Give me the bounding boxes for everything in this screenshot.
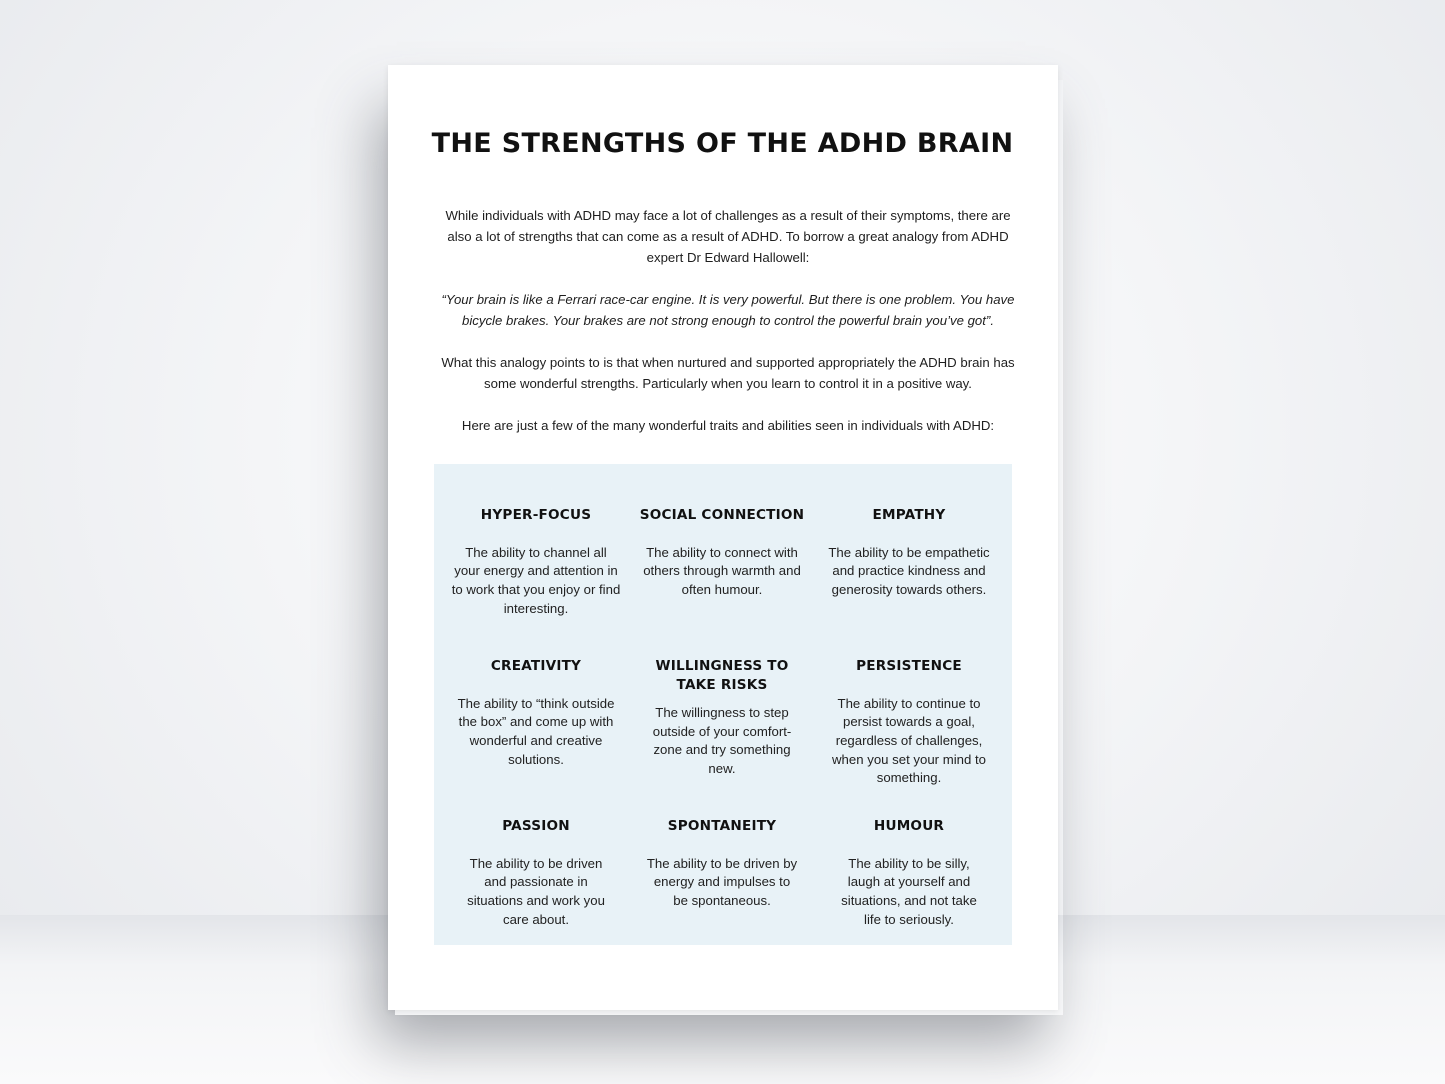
trait-description: The ability to “think outside the box” and come up with wonderful and creative solutions. <box>457 695 615 767</box>
trait-spontaneity <box>637 817 807 911</box>
trait-description: The ability to be silly, laugh at yourself and situations, and not take life to seriously. <box>841 855 977 927</box>
trait-willingness-to-take-risks <box>637 657 807 779</box>
trait-humour <box>824 817 994 929</box>
trait-title: SOCIAL CONNECTION <box>639 507 805 523</box>
trait-description: The willingness to step outside of your comfort-zone and try something new. <box>652 705 792 777</box>
trait-title: SPONTANEITY <box>667 818 777 834</box>
trait-description: The ability to be driven and passionate in situations and work you care about. <box>467 855 605 927</box>
trait-title: HUMOUR <box>873 818 945 834</box>
trait-title: EMPATHY <box>872 507 946 523</box>
trait-title: PERSISTENCE <box>856 658 962 674</box>
trait-persistence <box>824 657 994 788</box>
trait-title: CREATIVITY <box>490 658 582 674</box>
trait-description: The ability to be empathetic and practice kindness and generosity towards others. <box>828 544 990 597</box>
trait-description: The ability to channel all your energy and attention in to work that you enjoy or find interesting. <box>451 544 621 616</box>
intro-paragraph: While individuals with ADHD may face a lot of challenges as a result of their symptoms, there are also a lot of strengths that can come as a result of ADHD. To borrow a great analogy from ADHD expert Dr Edward Hallowell: <box>445 208 1011 265</box>
page-title: THE STRENGTHS OF THE ADHD BRAIN <box>431 128 1014 159</box>
lead-in-paragraph: Here are just a few of the many wonderful traits and abilities seen in individuals with ADHD: <box>461 418 995 433</box>
trait-hyper-focus <box>451 506 621 618</box>
trait-social-connection <box>637 506 807 600</box>
trait-empathy <box>824 506 994 600</box>
quote-paragraph: “Your brain is like a Ferrari race-car engine. It is very powerful. But there is one problem. You have bicycle brakes. Your brakes are not strong enough to control the powerful brain you’ve got”. <box>441 292 1015 328</box>
trait-title: PASSION <box>502 818 570 834</box>
trait-title: HYPER-FOCUS <box>480 507 592 523</box>
trait-passion <box>451 817 621 929</box>
trait-description: The ability to continue to persist towards a goal, regardless of challenges, when you set your mind to something. <box>832 695 986 786</box>
trait-title: WILLINGNESS TO TAKE RISKS <box>655 658 789 693</box>
trait-description: The ability to be driven by energy and impulses to be spontaneous. <box>646 855 798 908</box>
analysis-paragraph: What this analogy points to is that when nurtured and supported appropriately the ADHD brain has some wonderful strengths. Particularly when you learn to control it in a positive way. <box>441 355 1015 391</box>
trait-creativity <box>451 657 621 769</box>
trait-description: The ability to connect with others through warmth and often humour. <box>643 544 801 597</box>
